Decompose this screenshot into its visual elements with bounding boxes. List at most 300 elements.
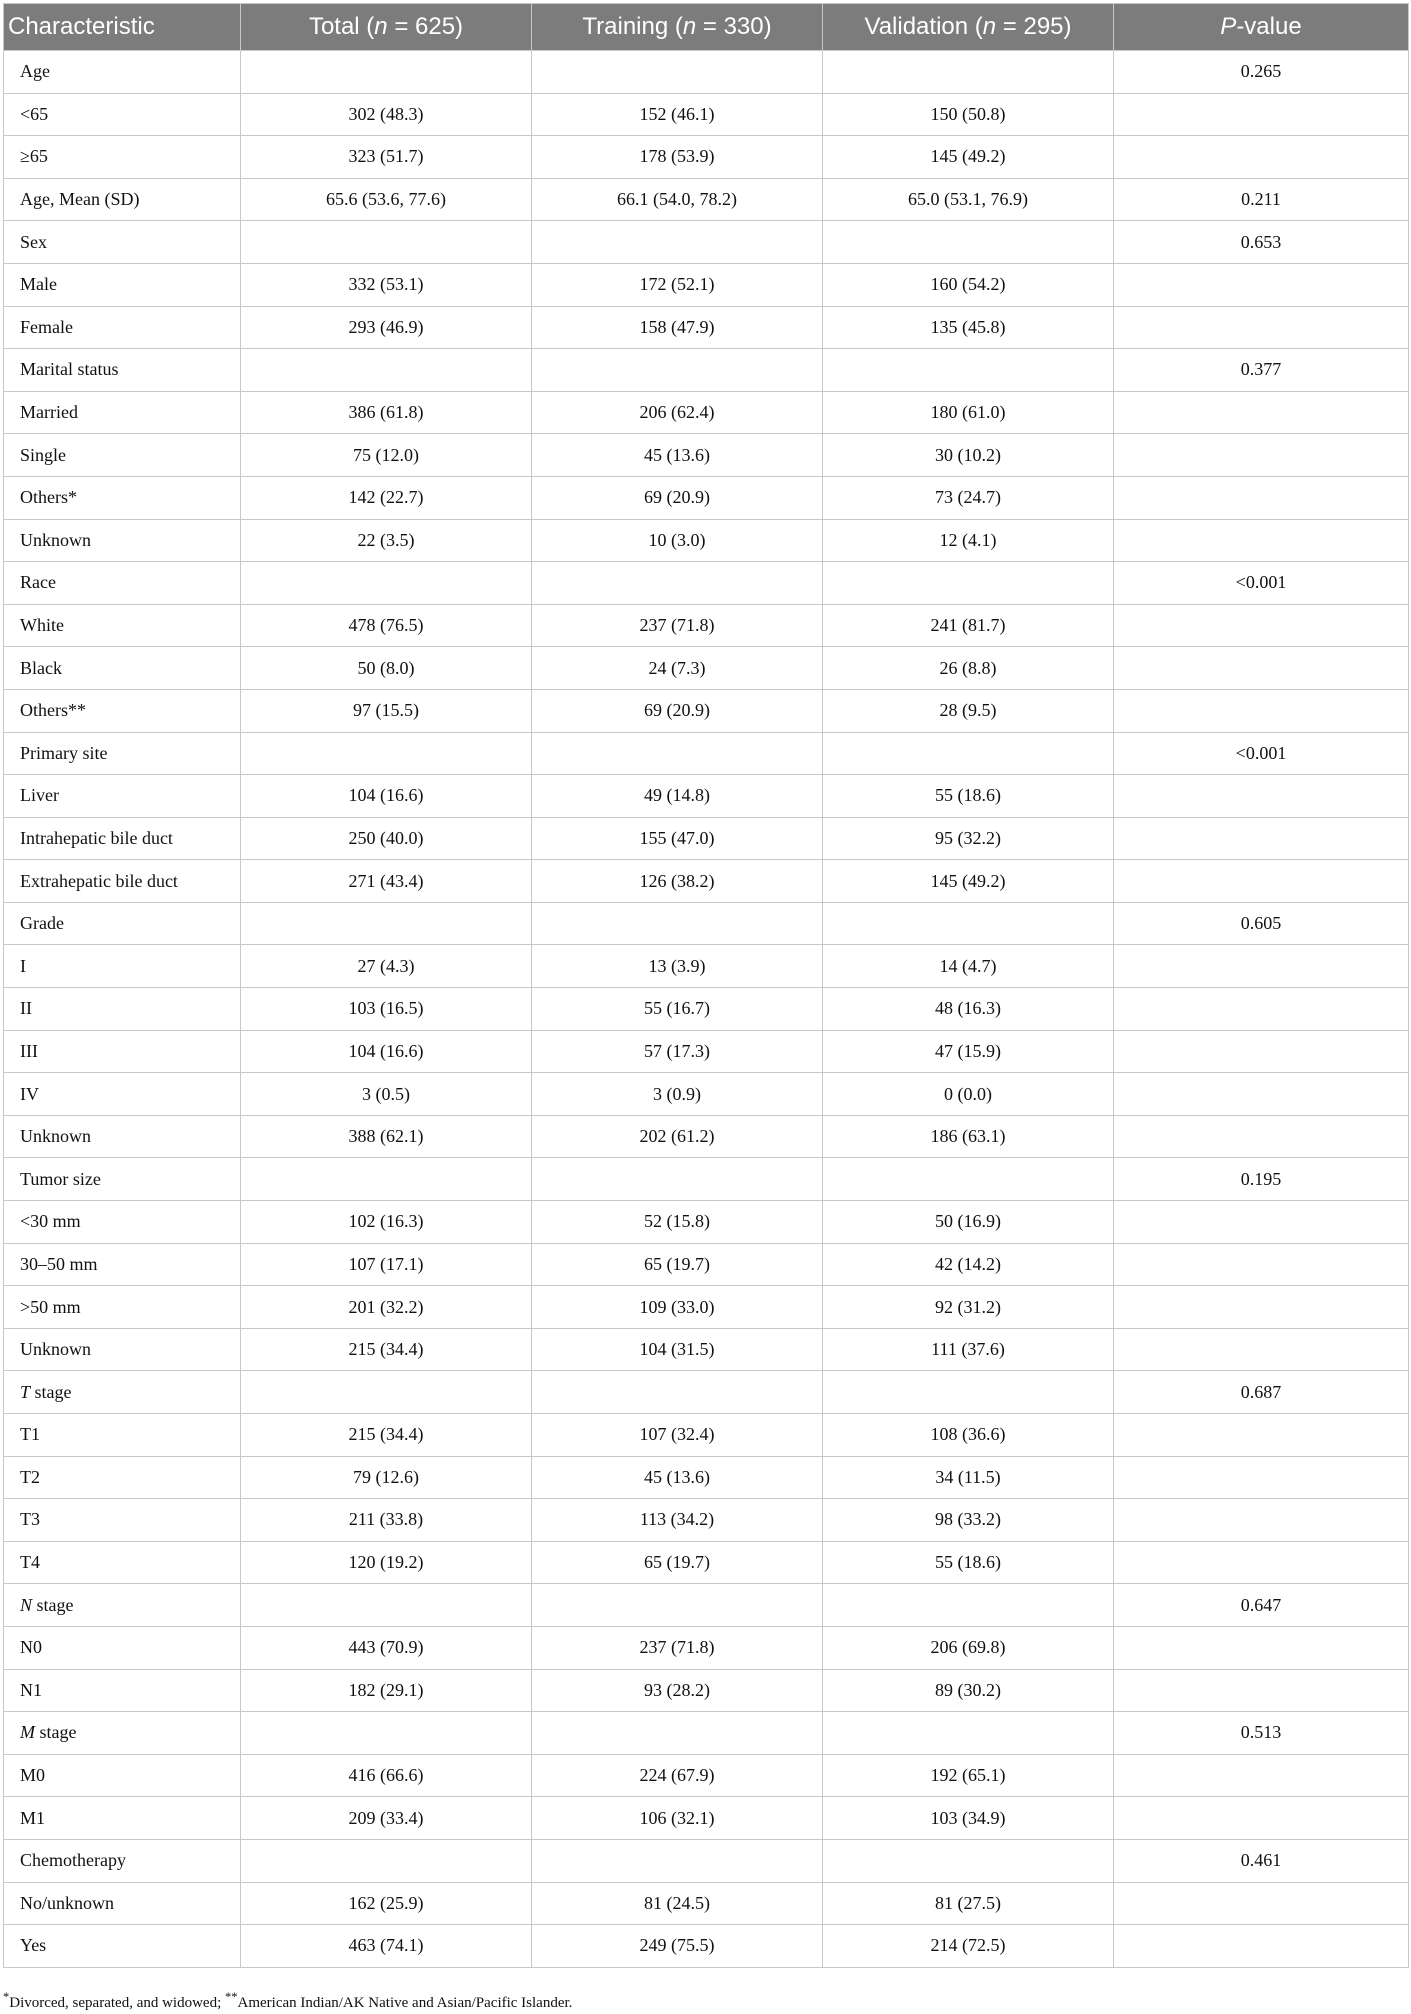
cell-validation xyxy=(823,221,1114,264)
cell-training xyxy=(532,51,823,94)
cell-total: 250 (40.0) xyxy=(241,817,532,860)
cell-characteristic xyxy=(4,945,241,988)
cell-training xyxy=(532,902,823,945)
cell-characteristic xyxy=(4,562,241,605)
cell-characteristic xyxy=(4,647,241,690)
cell-total: 201 (32.2) xyxy=(241,1286,532,1329)
cell-training: 65 (19.7) xyxy=(532,1541,823,1584)
cell-characteristic xyxy=(4,1115,241,1158)
cell-text: Male xyxy=(20,274,57,295)
cell-text: Female xyxy=(20,316,73,337)
cell-text: White xyxy=(20,615,64,636)
table-row xyxy=(4,1626,1409,1669)
cell-training: 158 (47.9) xyxy=(532,306,823,349)
table-body xyxy=(4,51,1409,1968)
cell-validation: 98 (33.2) xyxy=(823,1499,1114,1542)
table-row xyxy=(4,1499,1409,1542)
cell-p-value: 0.211 xyxy=(1114,178,1409,221)
table-row xyxy=(4,988,1409,1031)
cell-total: 386 (61.8) xyxy=(241,391,532,434)
cell-total: 120 (19.2) xyxy=(241,1541,532,1584)
cell-total: 102 (16.3) xyxy=(241,1201,532,1244)
cell-p-value xyxy=(1114,391,1409,434)
cell-p-value xyxy=(1114,93,1409,136)
table-row xyxy=(4,93,1409,136)
cell-training: 224 (67.9) xyxy=(532,1754,823,1797)
cell-validation xyxy=(823,1371,1114,1414)
header-text: = 295) xyxy=(996,13,1072,40)
cell-text: M0 xyxy=(20,1765,46,1786)
cell-total xyxy=(241,1839,532,1882)
cell-validation xyxy=(823,349,1114,392)
cell-validation xyxy=(823,1158,1114,1201)
cell-validation: 186 (63.1) xyxy=(823,1115,1114,1158)
cell-p-value xyxy=(1114,306,1409,349)
table-row xyxy=(4,1414,1409,1457)
cell-characteristic xyxy=(4,860,241,903)
header-p-value xyxy=(1114,4,1409,51)
table-row xyxy=(4,1754,1409,1797)
table-row xyxy=(4,136,1409,179)
cell-training: 104 (31.5) xyxy=(532,1328,823,1371)
cell-total: 50 (8.0) xyxy=(241,647,532,690)
cell-training: 66.1 (54.0, 78.2) xyxy=(532,178,823,221)
table-row xyxy=(4,689,1409,732)
cell-validation: 241 (81.7) xyxy=(823,604,1114,647)
cell-text: N0 xyxy=(20,1637,42,1658)
cell-text: >50 mm xyxy=(20,1296,81,1317)
cell-total: 75 (12.0) xyxy=(241,434,532,477)
cell-training: 206 (62.4) xyxy=(532,391,823,434)
cell-total: 416 (66.6) xyxy=(241,1754,532,1797)
cell-characteristic xyxy=(4,178,241,221)
cell-validation: 55 (18.6) xyxy=(823,775,1114,818)
cell-p-value: 0.377 xyxy=(1114,349,1409,392)
cell-p-value xyxy=(1114,1201,1409,1244)
cell-total: 443 (70.9) xyxy=(241,1626,532,1669)
cell-validation xyxy=(823,51,1114,94)
cell-characteristic xyxy=(4,1584,241,1627)
cell-training xyxy=(532,1712,823,1755)
cell-characteristic xyxy=(4,1328,241,1371)
header-text: = 330) xyxy=(696,13,772,40)
header-text: = 625) xyxy=(387,13,464,40)
cell-training: 172 (52.1) xyxy=(532,263,823,306)
cell-text: T2 xyxy=(20,1466,40,1487)
table-footnote xyxy=(3,1990,572,2012)
cell-training: 107 (32.4) xyxy=(532,1414,823,1457)
cell-total xyxy=(241,221,532,264)
cell-characteristic xyxy=(4,263,241,306)
cell-text: III xyxy=(20,1040,38,1061)
cell-training: 178 (53.9) xyxy=(532,136,823,179)
cell-validation: 42 (14.2) xyxy=(823,1243,1114,1286)
table-row xyxy=(4,263,1409,306)
table-row xyxy=(4,306,1409,349)
table-row xyxy=(4,51,1409,94)
cell-p-value: 0.195 xyxy=(1114,1158,1409,1201)
cell-text: N1 xyxy=(20,1679,42,1700)
cell-training: 69 (20.9) xyxy=(532,689,823,732)
table-row xyxy=(4,1456,1409,1499)
cell-validation: 111 (37.6) xyxy=(823,1328,1114,1371)
cell-p-value xyxy=(1114,1797,1409,1840)
cell-validation: 81 (27.5) xyxy=(823,1882,1114,1925)
cell-characteristic xyxy=(4,93,241,136)
table-container xyxy=(3,3,1408,1968)
cell-training: 155 (47.0) xyxy=(532,817,823,860)
cell-training: 10 (3.0) xyxy=(532,519,823,562)
cell-p-value xyxy=(1114,434,1409,477)
cell-characteristic xyxy=(4,1030,241,1073)
header-text: n xyxy=(982,13,997,40)
cell-validation: 135 (45.8) xyxy=(823,306,1114,349)
header-validation xyxy=(823,4,1114,51)
cell-characteristic xyxy=(4,1669,241,1712)
header-text: Validation ( xyxy=(864,13,983,40)
cell-characteristic xyxy=(4,1712,241,1755)
cell-text: Chemotherapy xyxy=(20,1850,126,1871)
cell-characteristic xyxy=(4,1371,241,1414)
cell-p-value xyxy=(1114,775,1409,818)
header-text: P xyxy=(1220,13,1237,40)
cell-p-value xyxy=(1114,860,1409,903)
cell-validation: 95 (32.2) xyxy=(823,817,1114,860)
cell-characteristic xyxy=(4,1754,241,1797)
table-row xyxy=(4,817,1409,860)
cell-training: 237 (71.8) xyxy=(532,1626,823,1669)
cell-p-value xyxy=(1114,945,1409,988)
cell-characteristic xyxy=(4,51,241,94)
cell-text: <65 xyxy=(20,103,49,124)
cell-total: 142 (22.7) xyxy=(241,476,532,519)
table-row xyxy=(4,434,1409,477)
cell-text: Black xyxy=(20,657,62,678)
cell-validation: 50 (16.9) xyxy=(823,1201,1114,1244)
header-text: n xyxy=(682,13,697,40)
cell-characteristic xyxy=(4,391,241,434)
cell-characteristic xyxy=(4,1499,241,1542)
header-characteristic xyxy=(4,4,241,51)
footnote-text-1: Divorced, separated, and widowed; xyxy=(9,1995,226,2011)
cell-total: 323 (51.7) xyxy=(241,136,532,179)
table-row xyxy=(4,1115,1409,1158)
cell-training: 81 (24.5) xyxy=(532,1882,823,1925)
cell-training: 65 (19.7) xyxy=(532,1243,823,1286)
cell-p-value: <0.001 xyxy=(1114,732,1409,775)
cell-characteristic xyxy=(4,1882,241,1925)
cell-training: 113 (34.2) xyxy=(532,1499,823,1542)
cell-p-value xyxy=(1114,136,1409,179)
cell-total xyxy=(241,51,532,94)
cell-total: 103 (16.5) xyxy=(241,988,532,1031)
cell-p-value xyxy=(1114,1925,1409,1968)
cell-training: 52 (15.8) xyxy=(532,1201,823,1244)
cell-total: 293 (46.9) xyxy=(241,306,532,349)
table-row xyxy=(4,1073,1409,1116)
cell-validation: 145 (49.2) xyxy=(823,860,1114,903)
cell-text: Sex xyxy=(20,231,47,252)
cell-p-value xyxy=(1114,689,1409,732)
cell-validation: 103 (34.9) xyxy=(823,1797,1114,1840)
cell-total xyxy=(241,349,532,392)
cell-total xyxy=(241,1158,532,1201)
cell-training: 3 (0.9) xyxy=(532,1073,823,1116)
cell-total: 65.6 (53.6, 77.6) xyxy=(241,178,532,221)
cell-characteristic xyxy=(4,136,241,179)
footnote-text-2: American Indian/AK Native and Asian/Pacific Islander. xyxy=(237,1995,573,2011)
table-row xyxy=(4,1158,1409,1201)
header-text: Characteristic xyxy=(8,13,155,40)
cell-characteristic xyxy=(4,1158,241,1201)
cell-p-value xyxy=(1114,1243,1409,1286)
cell-text: Unknown xyxy=(20,529,91,550)
cell-text: ≥65 xyxy=(20,146,48,167)
cell-total: 215 (34.4) xyxy=(241,1414,532,1457)
table-row xyxy=(4,1030,1409,1073)
cell-text: Tumor size xyxy=(20,1168,101,1189)
cell-text: Primary site xyxy=(20,742,108,763)
cell-p-value: 0.653 xyxy=(1114,221,1409,264)
cell-p-value xyxy=(1114,1030,1409,1073)
cell-p-value: 0.605 xyxy=(1114,902,1409,945)
cell-characteristic xyxy=(4,349,241,392)
cell-text: T1 xyxy=(20,1424,40,1445)
cell-training: 249 (75.5) xyxy=(532,1925,823,1968)
cell-validation xyxy=(823,732,1114,775)
cell-validation xyxy=(823,562,1114,605)
cell-characteristic xyxy=(4,1286,241,1329)
cell-validation: 28 (9.5) xyxy=(823,689,1114,732)
table-row xyxy=(4,775,1409,818)
cell-p-value xyxy=(1114,604,1409,647)
cell-validation: 47 (15.9) xyxy=(823,1030,1114,1073)
cell-characteristic xyxy=(4,604,241,647)
cell-validation xyxy=(823,1584,1114,1627)
cell-training: 152 (46.1) xyxy=(532,93,823,136)
cell-text: Grade xyxy=(20,913,64,934)
table-row xyxy=(4,1328,1409,1371)
cell-validation: 48 (16.3) xyxy=(823,988,1114,1031)
cell-validation: 73 (24.7) xyxy=(823,476,1114,519)
cell-p-value xyxy=(1114,1073,1409,1116)
cell-total: 3 (0.5) xyxy=(241,1073,532,1116)
cell-p-value xyxy=(1114,647,1409,690)
table-row xyxy=(4,1541,1409,1584)
cell-text: T4 xyxy=(20,1552,40,1573)
cell-total: 27 (4.3) xyxy=(241,945,532,988)
table-row xyxy=(4,1925,1409,1968)
cell-text: II xyxy=(20,998,32,1019)
cell-total xyxy=(241,562,532,605)
cell-text: Marital status xyxy=(20,359,119,380)
cell-text: T3 xyxy=(20,1509,40,1530)
cell-text: stage xyxy=(32,1594,74,1615)
cell-characteristic xyxy=(4,689,241,732)
cell-total: 211 (33.8) xyxy=(241,1499,532,1542)
header-training xyxy=(532,4,823,51)
cell-characteristic xyxy=(4,1839,241,1882)
cell-characteristic xyxy=(4,1201,241,1244)
table-row xyxy=(4,647,1409,690)
cell-validation: 34 (11.5) xyxy=(823,1456,1114,1499)
header-total xyxy=(241,4,532,51)
table-row xyxy=(4,1839,1409,1882)
table-row xyxy=(4,1584,1409,1627)
cell-training: 237 (71.8) xyxy=(532,604,823,647)
cell-total: 209 (33.4) xyxy=(241,1797,532,1840)
table-row xyxy=(4,1882,1409,1925)
cell-p-value xyxy=(1114,1669,1409,1712)
cell-training: 57 (17.3) xyxy=(532,1030,823,1073)
cell-total: 271 (43.4) xyxy=(241,860,532,903)
cell-text: Single xyxy=(20,444,67,465)
table-row xyxy=(4,1286,1409,1329)
cell-total: 478 (76.5) xyxy=(241,604,532,647)
table-row xyxy=(4,1669,1409,1712)
cell-total: 162 (25.9) xyxy=(241,1882,532,1925)
cell-validation: 65.0 (53.1, 76.9) xyxy=(823,178,1114,221)
table-row xyxy=(4,604,1409,647)
cell-validation: 108 (36.6) xyxy=(823,1414,1114,1457)
cell-text: Others* xyxy=(20,487,77,508)
cell-total: 107 (17.1) xyxy=(241,1243,532,1286)
cell-p-value xyxy=(1114,263,1409,306)
cell-p-value xyxy=(1114,1541,1409,1584)
cell-training xyxy=(532,732,823,775)
cell-characteristic xyxy=(4,306,241,349)
table-row xyxy=(4,519,1409,562)
cell-text: IV xyxy=(20,1083,39,1104)
cell-text: I xyxy=(20,955,26,976)
cell-total xyxy=(241,1712,532,1755)
cell-validation: 214 (72.5) xyxy=(823,1925,1114,1968)
table-row xyxy=(4,178,1409,221)
cell-p-value xyxy=(1114,988,1409,1031)
cell-text: No/unknown xyxy=(20,1892,114,1913)
table-row xyxy=(4,1797,1409,1840)
cell-validation: 180 (61.0) xyxy=(823,391,1114,434)
table-row xyxy=(4,1243,1409,1286)
cell-text: Race xyxy=(20,572,56,593)
cell-training: 69 (20.9) xyxy=(532,476,823,519)
cell-validation: 12 (4.1) xyxy=(823,519,1114,562)
cell-p-value: 0.513 xyxy=(1114,1712,1409,1755)
cell-validation xyxy=(823,1839,1114,1882)
cell-total: 332 (53.1) xyxy=(241,263,532,306)
cell-training: 126 (38.2) xyxy=(532,860,823,903)
cell-validation: 30 (10.2) xyxy=(823,434,1114,477)
cell-p-value xyxy=(1114,519,1409,562)
cell-characteristic xyxy=(4,1414,241,1457)
footnote-star-1: * xyxy=(3,1990,10,2004)
cell-p-value xyxy=(1114,1115,1409,1158)
cell-training xyxy=(532,562,823,605)
cell-text: stage xyxy=(35,1722,77,1743)
cell-training: 55 (16.7) xyxy=(532,988,823,1031)
table-header-row xyxy=(4,4,1409,51)
cell-training: 49 (14.8) xyxy=(532,775,823,818)
cell-validation: 14 (4.7) xyxy=(823,945,1114,988)
cell-text: T xyxy=(20,1381,31,1402)
cell-total xyxy=(241,732,532,775)
cell-text: Married xyxy=(20,402,78,423)
cell-total xyxy=(241,1371,532,1414)
table-row xyxy=(4,391,1409,434)
cell-characteristic xyxy=(4,988,241,1031)
table-row xyxy=(4,902,1409,945)
cell-validation xyxy=(823,1712,1114,1755)
cell-p-value xyxy=(1114,1754,1409,1797)
cell-p-value xyxy=(1114,817,1409,860)
table-row xyxy=(4,1712,1409,1755)
cell-p-value: 0.265 xyxy=(1114,51,1409,94)
cell-text: Unknown xyxy=(20,1126,91,1147)
cell-text: stage xyxy=(30,1381,72,1402)
cell-p-value: 0.687 xyxy=(1114,1371,1409,1414)
cell-total: 302 (48.3) xyxy=(241,93,532,136)
cell-validation: 192 (65.1) xyxy=(823,1754,1114,1797)
cell-validation: 206 (69.8) xyxy=(823,1626,1114,1669)
cell-text: M xyxy=(20,1722,35,1743)
cell-characteristic xyxy=(4,1797,241,1840)
cell-total: 79 (12.6) xyxy=(241,1456,532,1499)
cell-characteristic xyxy=(4,519,241,562)
cell-training xyxy=(532,221,823,264)
table-row xyxy=(4,945,1409,988)
cell-validation: 92 (31.2) xyxy=(823,1286,1114,1329)
table-row xyxy=(4,349,1409,392)
cell-validation: 145 (49.2) xyxy=(823,136,1114,179)
cell-total: 215 (34.4) xyxy=(241,1328,532,1371)
cell-validation: 55 (18.6) xyxy=(823,1541,1114,1584)
cell-training xyxy=(532,349,823,392)
cell-total xyxy=(241,1584,532,1627)
table-row xyxy=(4,562,1409,605)
cell-p-value: <0.001 xyxy=(1114,562,1409,605)
cell-text: Unknown xyxy=(20,1339,91,1360)
cell-validation: 0 (0.0) xyxy=(823,1073,1114,1116)
cell-p-value xyxy=(1114,1626,1409,1669)
header-text: Training ( xyxy=(582,13,683,40)
cell-characteristic xyxy=(4,775,241,818)
cell-training xyxy=(532,1584,823,1627)
cell-characteristic xyxy=(4,221,241,264)
cell-training: 109 (33.0) xyxy=(532,1286,823,1329)
cell-text: 30–50 mm xyxy=(20,1253,98,1274)
cell-characteristic xyxy=(4,1073,241,1116)
cell-characteristic xyxy=(4,732,241,775)
cell-training xyxy=(532,1839,823,1882)
cell-characteristic xyxy=(4,1626,241,1669)
cell-characteristic xyxy=(4,476,241,519)
cell-total: 97 (15.5) xyxy=(241,689,532,732)
cell-characteristic xyxy=(4,817,241,860)
cell-total: 388 (62.1) xyxy=(241,1115,532,1158)
characteristics-table xyxy=(3,3,1409,1968)
cell-training: 45 (13.6) xyxy=(532,1456,823,1499)
header-text: -value xyxy=(1236,13,1302,40)
cell-training: 45 (13.6) xyxy=(532,434,823,477)
cell-characteristic xyxy=(4,902,241,945)
footnote-star-2: ** xyxy=(225,1990,238,2004)
cell-validation: 26 (8.8) xyxy=(823,647,1114,690)
cell-training: 106 (32.1) xyxy=(532,1797,823,1840)
cell-p-value xyxy=(1114,1286,1409,1329)
cell-total: 182 (29.1) xyxy=(241,1669,532,1712)
cell-text: Yes xyxy=(20,1935,47,1956)
header-text: n xyxy=(374,13,388,40)
